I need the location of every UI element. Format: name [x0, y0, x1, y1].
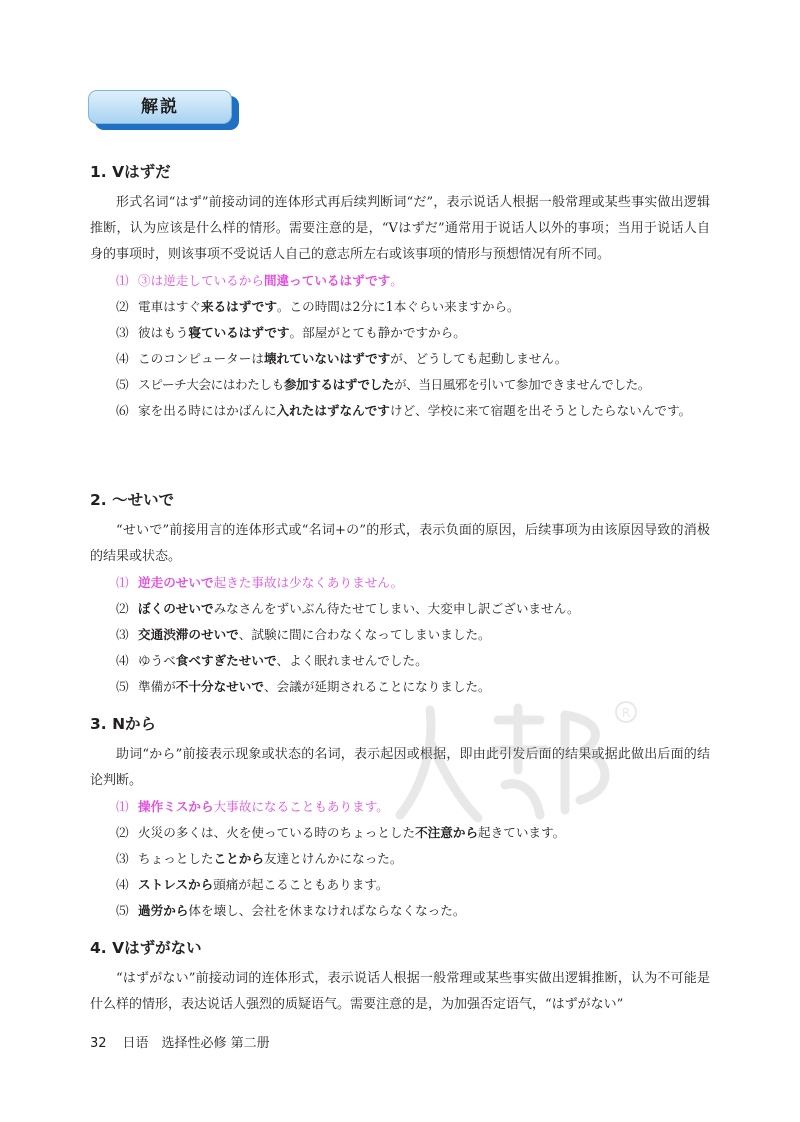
section-body: “せいで”前接用言的连体形式或“名词+の”的形式，表示负面的原因，后续事项为由该原因导致的消极的结果或状态。: [90, 523, 710, 564]
example-item: ⑸ スピーチ大会にはわたしも参加するはずでしたが、当日風邪を引いて参加できませんでした。: [116, 377, 651, 392]
page-number: 32: [90, 1036, 107, 1051]
example-item: ⑶ 交通渋滞のせいで、試験に間に合わなくなってしまいました。: [116, 627, 491, 642]
book-title: 日语 选择性必修 第二册: [122, 1036, 270, 1051]
example-item: ⑶ 彼はもう寝ているはずです。部屋がとても静かですから。: [116, 325, 466, 340]
example-item: ⑴ ③は逆走しているから間違っているはずです。: [116, 273, 403, 288]
example-item: ⑷ このコンピューターは壊れていないはずですが、どうしても起動しません。: [116, 351, 568, 366]
svg-text:R: R: [621, 706, 631, 720]
section-3: [90, 712, 710, 924]
section-heading: 4. Vはずがない: [90, 939, 202, 957]
example-item: ⑸ 準備が不十分なせいで、会議が延期されることになりました。: [116, 679, 491, 694]
example-item: ⑴ 操作ミスから大事故になることもあります。: [116, 799, 389, 814]
example-item: ⑷ ゆうべ食べすぎたせいで、よく眠れませんでした。: [116, 653, 428, 668]
section-1: [90, 160, 710, 424]
example-item: ⑵ 火災の多くは、火を使っている時のちょっとした不注意から起きています。: [116, 825, 566, 840]
example-item: ⑵ 電車はすぐ来るはずです。この時間は2分に1本ぐらい来ますから。: [116, 299, 520, 314]
example-item: ⑹ 家を出る時にはかばんに入れたはずなんですけど、学校に来て宿題を出そうとしたらないんです。: [116, 403, 692, 418]
section-heading: 1. Vはずだ: [90, 163, 171, 181]
section-badge: 解説: [88, 90, 232, 124]
section-2: [90, 488, 710, 700]
section-body: 助词“から”前接表示现象或状态的名词，表示起因或根据，即由此引发后面的结果或据此做出后面的结论判断。: [90, 747, 710, 788]
page-footer: [90, 1032, 270, 1051]
example-item: ⑵ ぼくのせいでみなさんをずいぶん待たせてしまい、大変申し訳ございません。: [116, 601, 580, 616]
example-item: ⑶ ちょっとしたことから友達とけんかになった。: [116, 851, 403, 866]
section-heading: 2. ～せいで: [90, 491, 175, 509]
example-item: ⑷ ストレスから頭痛が起こることもあります。: [116, 877, 389, 892]
section-body: “はずがない”前接动词的连体形式，表示说话人根据一般常理或某些事实做出逻辑推断，认为不可能是什么样的情形，表达说话人强烈的质疑语气。需要注意的是，为加强否定语气，“はずがない”: [90, 971, 710, 1012]
section-body: 形式名词“はず”前接动词的连体形式再后续判断词“だ”，表示说话人根据一般常理或某些事实做出逻辑推断，认为应该是什么样的情形。需要注意的是，“Vはずだ”通常用于说话人以外的事项；当用于说话人自身的事项时，则该事项不受说话人自己的意志所左右或该事项的情形与预想情况有所不同。: [90, 195, 710, 262]
example-item: ⑴ 逆走のせいで起きた事故は少なくありません。: [116, 575, 404, 590]
section-4: [90, 936, 710, 1018]
example-item: ⑸ 過労から体を壊し、会社を休まなければならなくなった。: [116, 903, 466, 918]
section-heading: 3. Nから: [90, 715, 157, 733]
